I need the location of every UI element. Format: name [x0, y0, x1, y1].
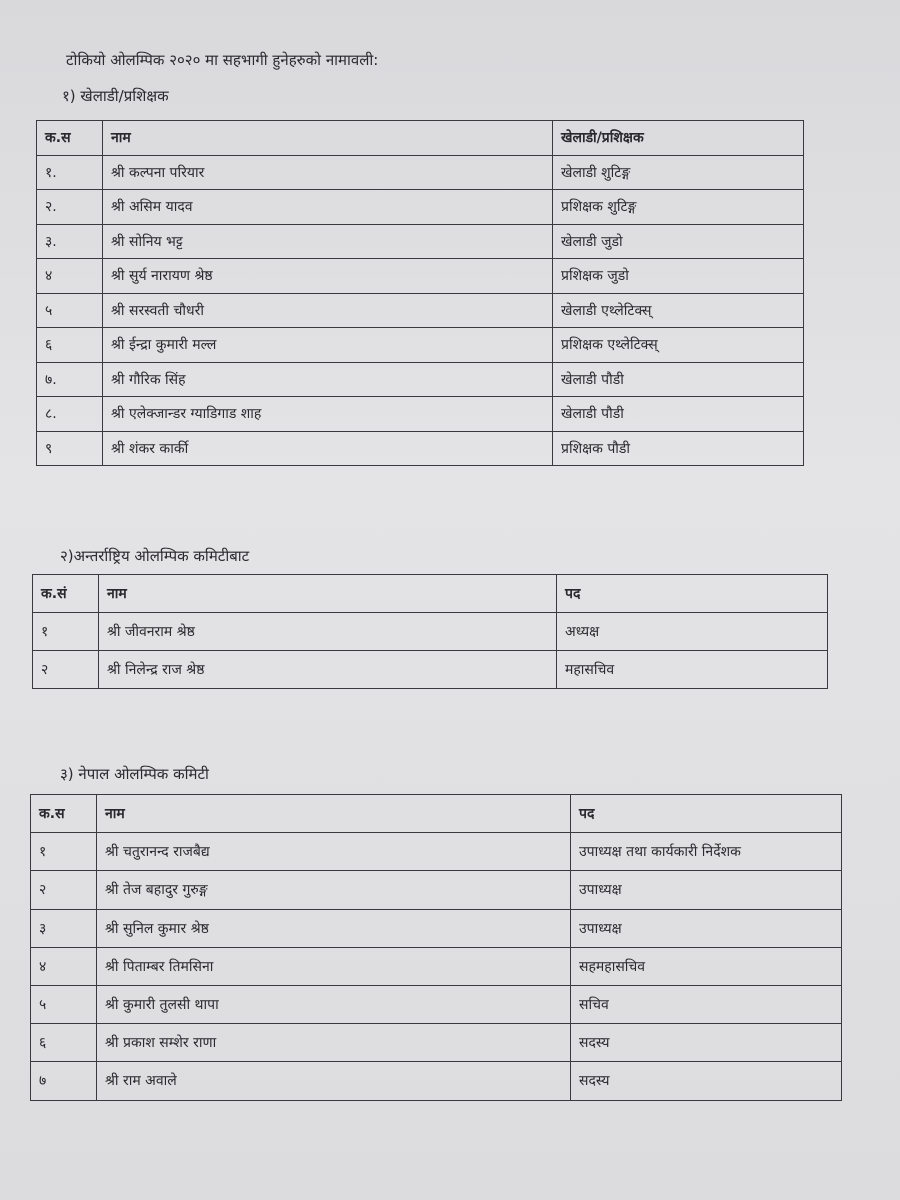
cell-serial: ३.: [37, 224, 103, 259]
cell-serial: ३: [31, 909, 97, 947]
header-name: नाम: [97, 795, 571, 833]
ioc-members-table: [32, 574, 828, 689]
header-role: पद: [557, 575, 828, 613]
header-serial: क.स: [31, 795, 97, 833]
cell-name: श्री चतुरानन्द राजबैद्य: [97, 833, 571, 871]
cell-name: श्री राम अवाले: [97, 1062, 571, 1100]
cell-name: श्री तेज बहादुर गुरुङ्ग: [97, 871, 571, 909]
table-header-row: [31, 795, 842, 833]
table-row: [31, 947, 842, 985]
cell-role: खेलाडी पौडी: [553, 362, 804, 397]
cell-role: सदस्य: [571, 1062, 842, 1100]
noc-members-table: [30, 794, 842, 1101]
cell-role: प्रशिक्षक जुडो: [553, 259, 804, 294]
table-header-row: [37, 121, 804, 156]
cell-serial: ५: [37, 293, 103, 328]
table-row: [31, 871, 842, 909]
cell-name: श्री सुनिल कुमार श्रेष्ठ: [97, 909, 571, 947]
cell-name: श्री सरस्वती चौधरी: [103, 293, 553, 328]
cell-serial: ७: [31, 1062, 97, 1100]
header-role: खेलाडी/प्रशिक्षक: [553, 121, 804, 156]
cell-serial: ५: [31, 985, 97, 1023]
cell-serial: २.: [37, 190, 103, 225]
cell-serial: ६: [37, 328, 103, 363]
cell-name: श्री कुमारी तुलसी थापा: [97, 985, 571, 1023]
table-row: [37, 328, 804, 363]
cell-role: खेलाडी एथ्लेटिक्स्: [553, 293, 804, 328]
cell-role: सदस्य: [571, 1024, 842, 1062]
header-serial: क.स: [37, 121, 103, 156]
cell-role: उपाध्यक्ष तथा कार्यकारी निर्देशक: [571, 833, 842, 871]
cell-serial: ७.: [37, 362, 103, 397]
cell-name: श्री सोनिय भट्ट: [103, 224, 553, 259]
cell-serial: ४: [37, 259, 103, 294]
table-row: [33, 613, 828, 651]
cell-name: श्री निलेन्द्र राज श्रेष्ठ: [99, 651, 557, 689]
cell-name: श्री असिम यादव: [103, 190, 553, 225]
cell-role: खेलाडी शुटिङ्ग: [553, 155, 804, 190]
cell-role: उपाध्यक्ष: [571, 871, 842, 909]
table-row: [37, 397, 804, 432]
cell-role: सहमहासचिव: [571, 947, 842, 985]
cell-role: उपाध्यक्ष: [571, 909, 842, 947]
cell-role: खेलाडी पौडी: [553, 397, 804, 432]
cell-serial: २: [33, 651, 99, 689]
cell-role: प्रशिक्षक पौडी: [553, 431, 804, 466]
cell-name: श्री जीवनराम श्रेष्ठ: [99, 613, 557, 651]
cell-serial: ९: [37, 431, 103, 466]
table-row: [31, 985, 842, 1023]
cell-name: श्री ईन्द्रा कुमारी मल्ल: [103, 328, 553, 363]
cell-name: श्री शंकर कार्की: [103, 431, 553, 466]
table-row: [33, 651, 828, 689]
header-name: नाम: [99, 575, 557, 613]
players-coaches-table: [36, 120, 804, 466]
cell-role: प्रशिक्षक एथ्लेटिक्स्: [553, 328, 804, 363]
cell-serial: ८.: [37, 397, 103, 432]
cell-serial: १.: [37, 155, 103, 190]
cell-serial: ४: [31, 947, 97, 985]
cell-name: श्री प्रकाश सम्शेर राणा: [97, 1024, 571, 1062]
table-row: [37, 259, 804, 294]
table-row: [31, 1024, 842, 1062]
cell-role: महासचिव: [557, 651, 828, 689]
section-heading-ioc: २)अन्तर्राष्ट्रिय ओलम्पिक कमिटीबाट: [60, 547, 250, 565]
header-role: पद: [571, 795, 842, 833]
table-row: [37, 293, 804, 328]
table-row: [31, 1062, 842, 1100]
cell-name: श्री गौरिक सिंह: [103, 362, 553, 397]
table-row: [31, 833, 842, 871]
table-row: [37, 190, 804, 225]
header-serial: क.सं: [33, 575, 99, 613]
cell-serial: १: [33, 613, 99, 651]
cell-name: श्री एलेक्जान्डर ग्याडिगाड शाह: [103, 397, 553, 432]
table-row: [37, 362, 804, 397]
section-heading-players-coaches: १) खेलाडी/प्रशिक्षक: [62, 87, 169, 105]
page-title: टोकियो ओलम्पिक २०२० मा सहभागी हुनेहरुको नामावली:: [66, 51, 379, 69]
cell-serial: २: [31, 871, 97, 909]
cell-name: श्री कल्पना परियार: [103, 155, 553, 190]
table-row: [37, 431, 804, 466]
table-header-row: [33, 575, 828, 613]
cell-role: प्रशिक्षक शुटिङ्ग: [553, 190, 804, 225]
table-row: [37, 224, 804, 259]
section-heading-noc: ३) नेपाल ओलम्पिक कमिटी: [60, 765, 209, 783]
cell-name: श्री सुर्य नारायण श्रेष्ठ: [103, 259, 553, 294]
cell-role: सचिव: [571, 985, 842, 1023]
cell-serial: १: [31, 833, 97, 871]
table-row: [31, 909, 842, 947]
cell-serial: ६: [31, 1024, 97, 1062]
header-name: नाम: [103, 121, 553, 156]
table-row: [37, 155, 804, 190]
cell-role: खेलाडी जुडो: [553, 224, 804, 259]
cell-role: अध्यक्ष: [557, 613, 828, 651]
cell-name: श्री पिताम्बर तिमसिना: [97, 947, 571, 985]
